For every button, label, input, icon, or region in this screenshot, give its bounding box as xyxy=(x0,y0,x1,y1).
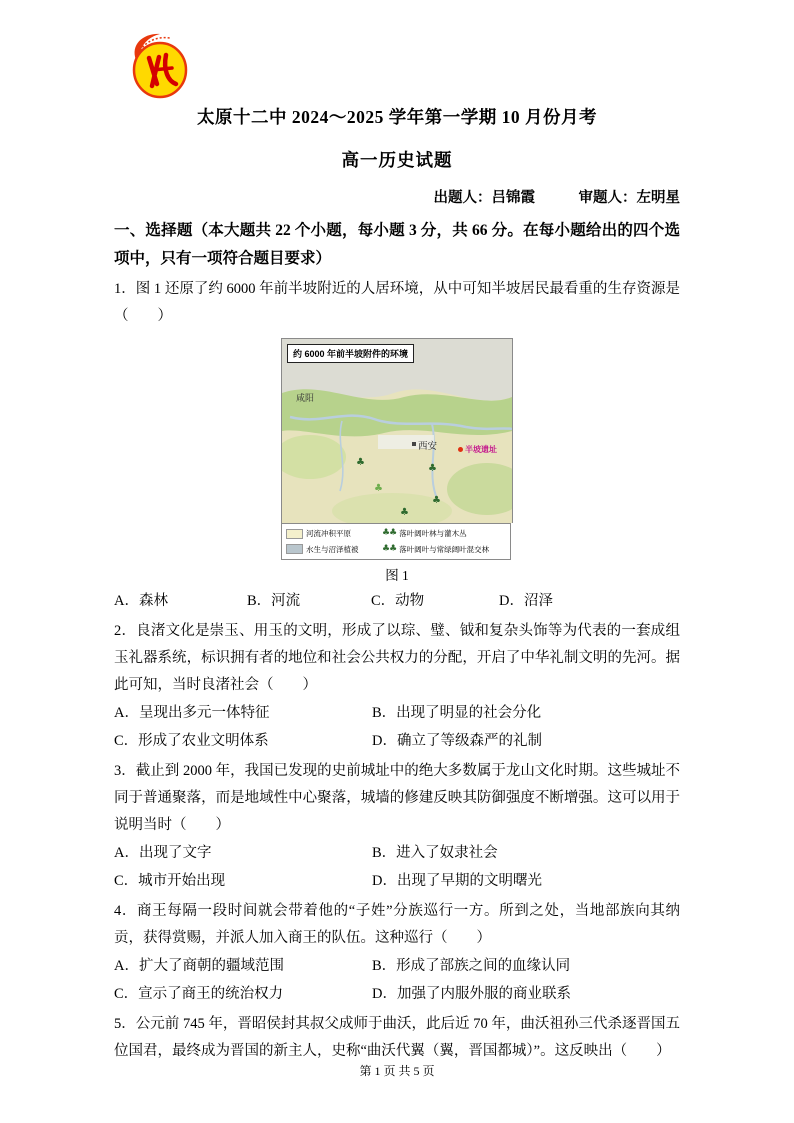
question-2-text: 2．良渚文化是崇玉、用玉的文明，形成了以琮、璧、钺和复杂头饰等为代表的一套成组玉礼器系统，标识拥有者的地位和社会公共权力的分配，开启了中华礼制文明的先河。据此可知，当时良渚社会（ ） xyxy=(114,623,680,693)
map-legend xyxy=(281,523,511,560)
legend-item-plain xyxy=(286,527,378,541)
authors-line: 出题人：吕锦霞 审题人：左明星 xyxy=(433,190,680,206)
banpo-site-marker-icon xyxy=(458,447,463,452)
exam-subtitle: 高一历史试题 xyxy=(341,150,453,170)
option-b: B．形成了部族之间的血缘认同 xyxy=(372,958,571,974)
section-header: 一、选择题（本大题共 22 个小题，每小题 3 分，共 66 分。在每小题给出的四个选项中，只有一项符合题目要求） xyxy=(114,222,680,267)
question-3-options xyxy=(114,840,680,895)
exam-title: 太原十二中 2024～2025 学年第一学期 10 月份月考 xyxy=(197,107,597,127)
question-5-text: 5．公元前 745 年，晋昭侯封其叔父成师于曲沃，此后近 70 年，曲沃祖孙三代杀逐晋国五位国君，最终成为晋国的新主人，史称“曲沃代翼（翼，晋国都城）”。这反映出（ ） xyxy=(114,1016,680,1059)
option-b: B．出现了明显的社会分化 xyxy=(372,705,542,721)
legend-label: 落叶阔叶林与灌木丛 xyxy=(399,529,467,539)
option-d: D．加强了内服外服的商业联系 xyxy=(372,985,571,1002)
tree-icon: ♣♣ xyxy=(382,543,397,554)
option-a: A．呈现出多元一体特征 xyxy=(114,705,270,721)
legend-label: 河流冲积平原 xyxy=(306,529,351,539)
legend-label: 落叶阔叶与常绿阔叶混交林 xyxy=(399,544,490,554)
map-art xyxy=(282,339,512,523)
water-swatch-icon xyxy=(286,544,303,554)
option-c: C．宣示了商王的统治权力 xyxy=(114,985,284,1002)
legend-label: 水生与沼泽植被 xyxy=(306,544,359,554)
option-c: C．城市开始出现 xyxy=(114,872,226,889)
svg-text:♣: ♣ xyxy=(356,457,365,468)
question-4-text: 4．商王每隔一段时间就会带着他的“子姓”分族巡行一方。所到之处，当地部族向其纳贡，获得赏赐，并派人加入商王的队伍。这种巡行（ ） xyxy=(114,903,680,946)
option-a: A．森林 xyxy=(114,593,168,609)
map-label-xian: 西安 xyxy=(418,441,438,452)
legend-item-broadleaf xyxy=(382,527,506,541)
map-image xyxy=(281,338,513,523)
map-label-banpo: 半坡遗址 xyxy=(465,445,497,454)
question-3-text: 3．截止到 2000 年，我国已发现的史前城址中的绝大多数属于龙山文化时期。这些城址不同于普通聚落，而是地域性中心聚落，城墙的修建反映其防御强度不断增强。这可以用于说明当时（ ） xyxy=(114,763,680,833)
option-b: B．进入了奴隶社会 xyxy=(372,845,498,861)
svg-text:♣: ♣ xyxy=(428,463,437,474)
option-c: C．动物 xyxy=(371,593,425,609)
option-d: D．确立了等级森严的礼制 xyxy=(372,732,542,749)
svg-text:♣: ♣ xyxy=(400,507,409,518)
map-figure xyxy=(281,338,513,587)
option-a: A．扩大了商朝的疆域范围 xyxy=(114,958,284,974)
figure-caption: 图 1 xyxy=(385,568,409,583)
tree-icon: ♣♣ xyxy=(382,528,397,538)
option-b: B．河流 xyxy=(247,593,301,609)
legend-item-water xyxy=(286,543,378,557)
school-logo-icon xyxy=(126,30,192,102)
map-title: 约 6000 年前半坡附件的环境 xyxy=(287,344,414,363)
xian-city-marker-icon xyxy=(412,442,416,446)
option-c: C．形成了农业文明体系 xyxy=(114,732,269,749)
page-number: 第 1 页 共 5 页 xyxy=(359,1064,435,1078)
question-1-options xyxy=(114,588,680,615)
question-4-options xyxy=(114,953,680,1008)
option-a: A．出现了文字 xyxy=(114,845,212,861)
option-d: D．沼泽 xyxy=(499,593,553,609)
plain-swatch-icon xyxy=(286,529,303,539)
svg-text:♣: ♣ xyxy=(432,495,441,506)
option-d: D．出现了早期的文明曙光 xyxy=(372,872,542,889)
question-2-options xyxy=(114,700,680,755)
legend-item-mixed-forest xyxy=(382,543,506,557)
question-1-text: 1．图 1 还原了约 6000 年前半坡附近的人居环境，从中可知半坡居民最看重的生存资源是（ ） xyxy=(114,281,680,324)
svg-text:♣: ♣ xyxy=(374,483,383,494)
map-label-xianyang: 咸阳 xyxy=(296,393,315,403)
